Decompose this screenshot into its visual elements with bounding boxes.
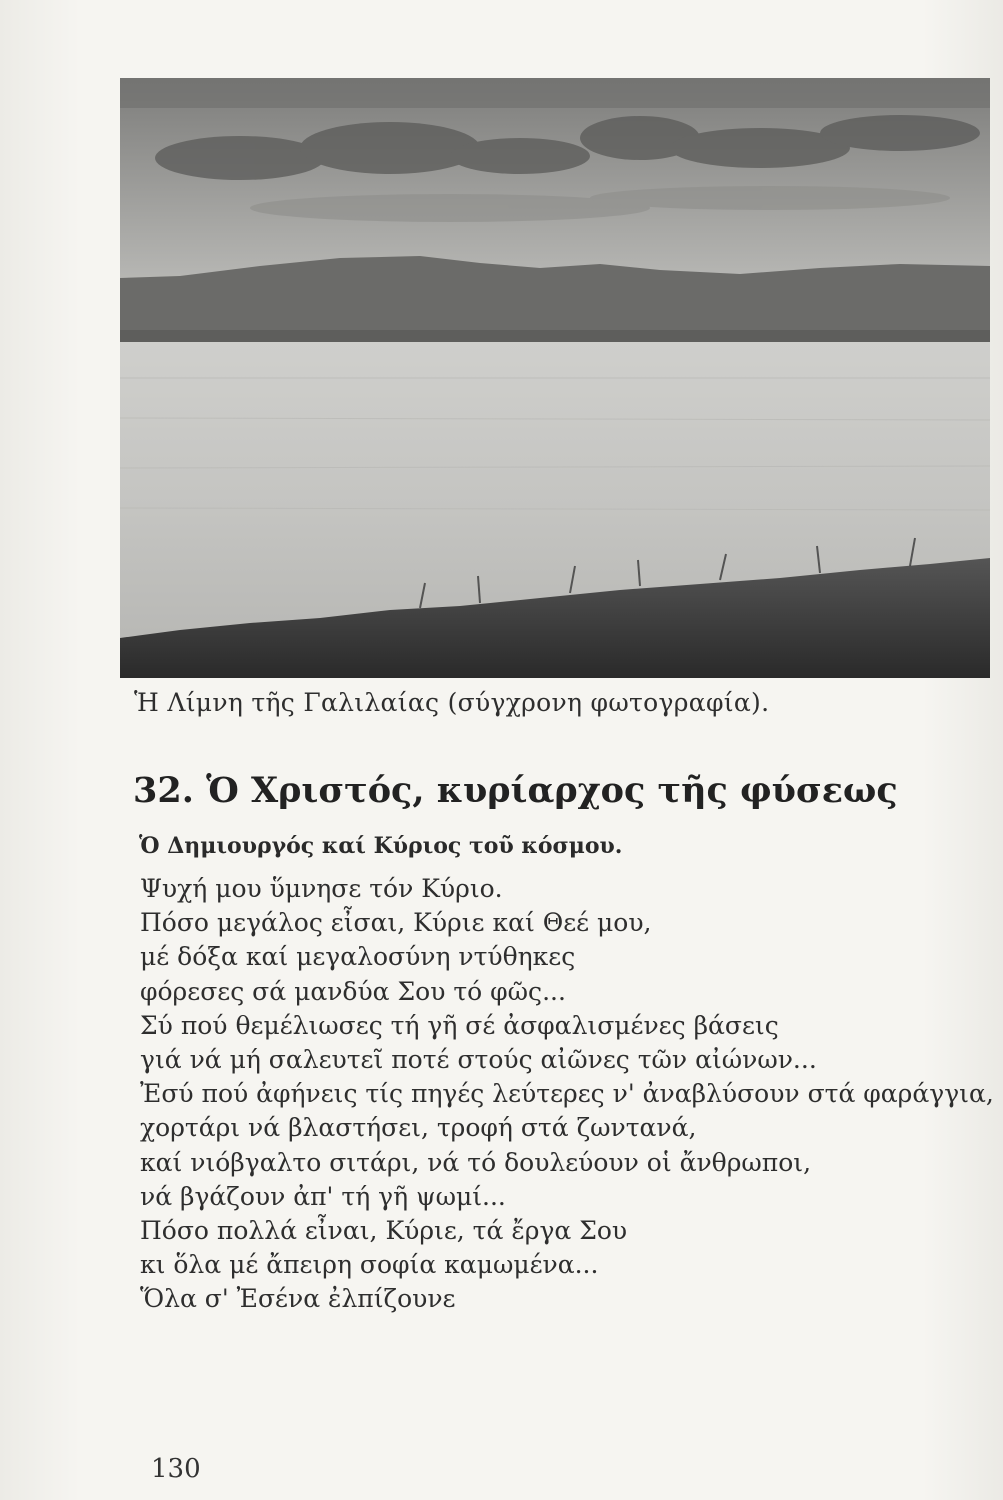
poem-line: φόρεσες σά μανδύα Σου τό φῶς... (140, 976, 566, 1006)
lake-landscape-image (120, 78, 990, 678)
poem-text (140, 872, 1000, 1316)
poem-line: Ἐσύ πού ἀφήνεις τίς πηγές λεύτερες ν' ἀναβλύσουν στά φαράγγια, (140, 1079, 994, 1109)
chapter-subheading: Ὁ Δημιουργός καί Κύριος τοῦ κόσμου. (139, 833, 623, 859)
poem-line: Ὅλα σ' Ἐσένα ἐλπίζουνε (140, 1284, 456, 1314)
poem-line: μέ δόξα καί μεγαλοσύνη ντύθηκες (140, 942, 576, 972)
lake-photograph (120, 78, 990, 678)
poem-line: Πόσο πολλά εἶναι, Κύριε, τά ἔργα Σου (140, 1215, 628, 1245)
poem-line: χορτάρι νά βλαστήσει, τροφή στά ζωντανά, (140, 1113, 697, 1143)
poem-line: γιά νά μή σαλευτεῖ ποτέ στούς αἰῶνες τῶν αἰώνων... (140, 1044, 817, 1074)
page-number: 130 (151, 1454, 201, 1484)
distant-hills (120, 256, 990, 340)
photo-caption: Ἡ Λίμνη τῆς Γαλιλαίας (σύγχρονη φωτογραφία). (134, 688, 770, 717)
poem-line: Ψυχή μου ὕμνησε τόν Κύριο. (140, 874, 503, 903)
poem-line: Πόσο μεγάλος εἶσαι, Κύριε καί Θεέ μου, (140, 908, 652, 938)
chapter-heading: 32. Ὁ Χριστός, κυρίαρχος τῆς φύσεως (133, 770, 898, 811)
poem-line: καί νιόβγαλτο σιτάρι, νά τό δουλεύουν οἱ ἄνθρωποι, (140, 1147, 812, 1177)
poem-line: νά βγάζουν ἀπ' τή γῆ ψωμί... (140, 1181, 506, 1211)
poem-line: Σύ πού θεμέλιωσες τή γῆ σέ ἀσφαλισμένες βάσεις (140, 1010, 779, 1040)
poem-line: κι ὅλα μέ ἄπειρη σοφία καμωμένα... (140, 1250, 599, 1280)
